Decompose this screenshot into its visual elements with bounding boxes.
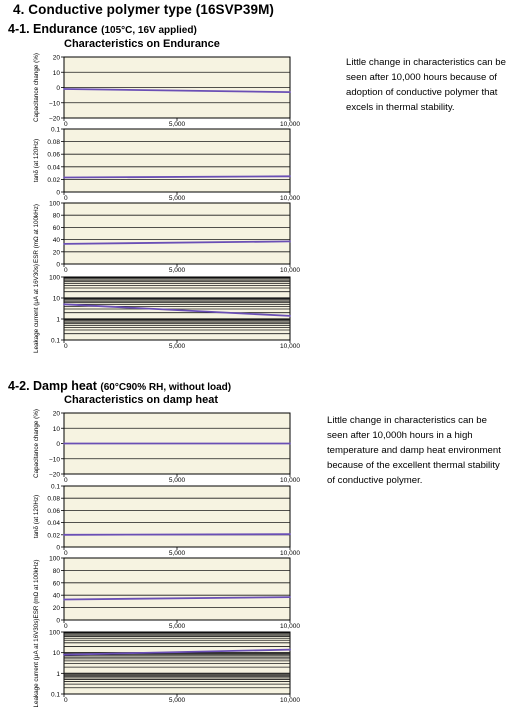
x-tick-label: 5,000	[168, 550, 186, 557]
y-tick-label: 1	[56, 316, 60, 324]
plot-area	[64, 129, 290, 192]
data-point	[63, 599, 65, 601]
x-tick-label: 0	[64, 697, 68, 704]
series-line	[64, 176, 290, 177]
data-point	[63, 534, 65, 536]
x-tick-label: 10,000	[280, 477, 300, 484]
chart-damp_heat-2	[33, 484, 300, 558]
data-point	[289, 315, 291, 317]
y-tick-label: 10	[52, 69, 60, 77]
y-tick-label: 60	[52, 224, 60, 232]
y-tick-label: 0	[56, 189, 60, 197]
chart-title-damp-heat: Characteristics on damp heat	[64, 394, 219, 406]
y-axis-label: ESR (mΩ at 100kHz)	[33, 204, 40, 263]
data-point	[63, 443, 65, 445]
x-tick-label: 0	[64, 267, 68, 274]
x-tick-label: 10,000	[280, 343, 300, 350]
x-tick-label: 5,000	[168, 697, 186, 704]
chart-endurance-4	[33, 261, 300, 354]
y-tick-label: 0.06	[47, 507, 60, 515]
y-tick-label: 1	[56, 670, 60, 678]
data-point	[289, 175, 291, 177]
y-tick-label: 100	[49, 274, 60, 282]
plot-area	[64, 203, 290, 264]
y-axis-label: tanδ (at 120Hz)	[33, 494, 40, 539]
x-tick-label: 5,000	[168, 195, 186, 202]
data-point	[289, 649, 291, 651]
x-tick-label: 5,000	[168, 267, 186, 274]
section-heading-text: 4-1. Endurance	[8, 22, 98, 36]
data-point	[63, 654, 65, 656]
x-tick-label: 5,000	[168, 121, 186, 128]
y-tick-label: −20	[48, 471, 60, 479]
x-tick-label: 10,000	[280, 623, 300, 630]
data-point	[63, 177, 65, 179]
y-tick-label: 0.02	[47, 176, 60, 184]
data-point	[289, 241, 291, 243]
note-endurance: Little change in characteristics can be seen after 10,000 hours because of adoption of conductive polymer that excels in thermal stability.	[346, 57, 506, 113]
y-tick-label: 0	[56, 261, 60, 269]
y-tick-label: 0.08	[47, 139, 60, 147]
plot-area	[64, 277, 290, 340]
plot-area	[64, 486, 290, 547]
y-axis-label: Capacitance change (%)	[33, 409, 40, 478]
y-tick-label: 0.02	[47, 532, 60, 540]
chart-damp_heat-3	[33, 556, 300, 631]
y-tick-label: 0.1	[50, 483, 60, 491]
x-tick-label: 10,000	[280, 550, 300, 557]
plot-area	[64, 558, 290, 620]
section-heading-text: 4-2. Damp heat	[8, 379, 97, 393]
y-tick-label: 40	[52, 237, 60, 245]
y-tick-label: 0.1	[50, 126, 60, 134]
chart-endurance-2	[33, 127, 300, 203]
y-tick-label: 100	[49, 555, 60, 563]
chart-endurance-3	[33, 201, 300, 275]
y-tick-label: 0.04	[47, 520, 60, 528]
data-point	[289, 533, 291, 535]
chart-damp_heat-1	[33, 409, 300, 484]
note-damp-heat: Little change in characteristics can be seen after 10,000h hours in a high temperature and damp heat environment because of the excellent thermal stability of conductive polymer.	[327, 415, 501, 486]
x-tick-label: 0	[64, 623, 68, 630]
plot-area	[64, 632, 290, 694]
section-heading-condition: (60°C90% RH, without load)	[100, 382, 232, 393]
data-point	[289, 91, 291, 93]
y-tick-label: 0.04	[47, 164, 60, 172]
y-tick-label: 10	[52, 295, 60, 303]
y-tick-label: 0	[56, 617, 60, 625]
y-tick-label: 10	[52, 650, 60, 658]
y-tick-label: 0.1	[50, 337, 60, 345]
x-tick-label: 0	[64, 477, 68, 484]
x-tick-label: 10,000	[280, 267, 300, 274]
x-tick-label: 5,000	[168, 343, 186, 350]
x-tick-label: 0	[64, 550, 68, 557]
data-point	[63, 303, 65, 305]
data-point	[63, 88, 65, 90]
x-tick-label: 10,000	[280, 697, 300, 704]
x-tick-label: 0	[64, 343, 68, 350]
y-tick-label: 80	[52, 212, 60, 220]
series-line	[64, 534, 290, 535]
x-tick-label: 5,000	[168, 477, 186, 484]
data-point	[63, 243, 65, 245]
y-axis-label: Capacitance change (%)	[33, 53, 40, 122]
data-point	[289, 596, 291, 598]
y-tick-label: 100	[49, 629, 60, 637]
y-tick-label: 10	[52, 425, 60, 433]
section-heading-condition: (105°C, 16V applied)	[101, 25, 197, 36]
y-tick-label: −10	[48, 100, 60, 108]
chart-title-endurance: Characteristics on Endurance	[64, 38, 220, 50]
y-tick-label: 40	[52, 592, 60, 600]
y-tick-label: 60	[52, 580, 60, 588]
x-tick-label: 10,000	[280, 195, 300, 202]
y-tick-label: 0.06	[47, 151, 60, 159]
page-title: 4. Conductive polymer type (16SVP39M)	[13, 2, 275, 17]
y-tick-label: 0	[56, 441, 60, 448]
y-tick-label: 100	[49, 200, 60, 208]
y-axis-label: Leakage current (μA at 16V30s)	[33, 618, 40, 708]
y-axis-label: Leakage current (μA at 16V30s)	[33, 263, 40, 354]
y-tick-label: −20	[48, 115, 60, 123]
y-axis-label: ESR (mΩ at 100kHz)	[33, 559, 40, 619]
y-tick-label: 20	[52, 410, 60, 418]
x-tick-label: 0	[64, 195, 68, 202]
chart-damp_heat-4	[33, 618, 300, 707]
chart-endurance-1	[33, 53, 300, 128]
y-tick-label: −10	[48, 456, 60, 464]
y-axis-label: tanδ (at 120Hz)	[33, 138, 40, 183]
y-tick-label: 20	[52, 54, 60, 62]
y-tick-label: 0.1	[50, 691, 60, 699]
y-tick-label: 80	[52, 567, 60, 575]
y-tick-label: 0.08	[47, 495, 60, 503]
y-tick-label: 0	[56, 85, 60, 92]
data-point	[289, 443, 291, 445]
x-tick-label: 5,000	[168, 623, 186, 630]
x-tick-label: 0	[64, 121, 68, 128]
y-tick-label: 20	[52, 605, 60, 613]
x-tick-label: 10,000	[280, 121, 300, 128]
y-tick-label: 20	[52, 249, 60, 257]
y-tick-label: 0	[56, 544, 60, 552]
